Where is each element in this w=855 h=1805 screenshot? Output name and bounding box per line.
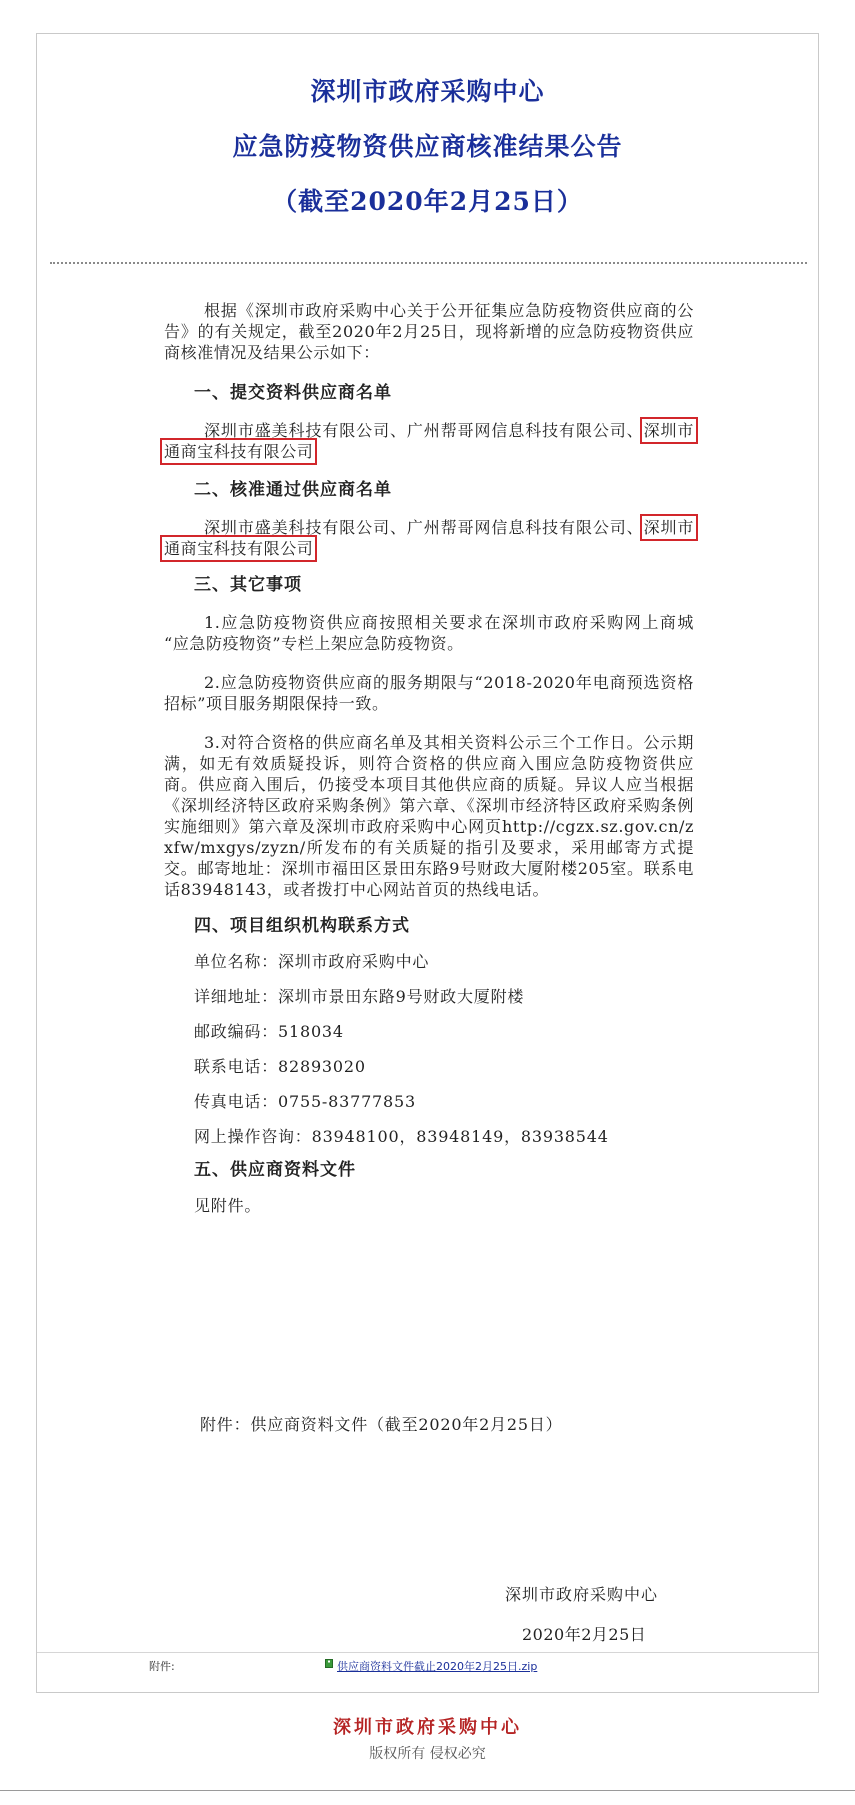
title-line-1: 深圳市政府采购中心 (310, 77, 545, 106)
contact-phone: 联系电话：82893020 (194, 1057, 366, 1076)
signature-org: 深圳市政府采购中心 (505, 1585, 659, 1604)
title-line-2: 应急防疫物资供应商核准结果公告 (232, 132, 623, 161)
title-line-3: （截至2020年2月25日） (272, 187, 583, 216)
zip-file-icon (325, 1659, 333, 1668)
contact-postcode: 邮政编码：518034 (194, 1022, 344, 1041)
section1-text: 深圳市盛美科技有限公司、广州帮哥网信息科技有限公司、 (204, 421, 644, 440)
contact-address: 详细地址：深圳市景田东路9号财政大厦附楼 (194, 987, 525, 1006)
intro-paragraph: 根据《深圳市政府采购中心关于公开征集应急防疫物资供应商的公告》的有关规定，截至2020年2月25日，现将新增的应急防疫物资供应商核准情况及结果公示如下： (164, 301, 694, 362)
section3-item-1: 1.应急防疫物资供应商按照相关要求在深圳市政府采购网上商城 “应急防疫物资”专栏上架应急防疫物资。 (164, 613, 694, 653)
section3-item-2: 2.应急防疫物资供应商的服务期限与“2018-2020年电商预选资格招标”项目服务期限保持一致。 (164, 673, 694, 713)
section4-heading: 四、项目组织机构联系方式 (194, 916, 410, 936)
footer-copyright: 版权所有 侵权必究 (369, 1746, 486, 1762)
section5-heading: 五、供应商资料文件 (194, 1160, 356, 1180)
attachment-file-link[interactable]: 供应商资料文件截止2020年2月25日.zip (337, 1660, 538, 1673)
notice-body (164, 300, 694, 1217)
footer-divider (0, 1790, 855, 1791)
attachment-note: 附件：供应商资料文件（截至2020年2月25日） (200, 1415, 563, 1434)
section2-list (164, 517, 694, 559)
section1-highlighted-supplier: 深圳市通商宝科技有限公司 (164, 421, 694, 461)
contact-online: 网上操作咨询：83948100，83948149，83938544 (194, 1127, 609, 1146)
section5-text: 见附件。 (194, 1196, 262, 1215)
section1-heading: 一、提交资料供应商名单 (194, 383, 392, 403)
attachment-label: 附件: (149, 1660, 175, 1673)
contact-fax: 传真电话：0755-83777853 (194, 1092, 416, 1111)
section3-item-3: 3.对符合资格的供应商名单及其相关资料公示三个工作日。公示期满，如无有效质疑投诉，则符合资格的供应商入围应急防疫物资供应商。供应商入围后，仍接受本项目其他供应商的质疑。异议人应当根据《深圳经济特区政府采购条例》第六章、《深圳市经济特区政府采购条例实施细则》第六章及深圳市政府采购中心网页http://cgzx.sz.gov.cn/zxfw/mxgys/zyzn/所发布的有关质疑的指引及要求，采用邮寄方式提交。邮寄地址：深圳市福田区景田东路9号财政大厦附楼205室。联系电话83948143，或者拨打中心网站首页的热线电话。 (164, 733, 694, 899)
section1-list (164, 420, 694, 462)
attachment-row (37, 1652, 818, 1675)
section2-heading: 二、核准通过供应商名单 (194, 480, 392, 500)
section2-highlighted-supplier: 深圳市通商宝科技有限公司 (164, 518, 694, 558)
section2-text: 深圳市盛美科技有限公司、广州帮哥网信息科技有限公司、 (204, 518, 644, 537)
section3-heading: 三、其它事项 (194, 575, 302, 595)
contact-unit: 单位名称：深圳市政府采购中心 (194, 952, 430, 971)
signature-date: 2020年2月25日 (522, 1625, 647, 1644)
footer-org-name: 深圳市政府采购中心 (333, 1717, 522, 1738)
dotted-separator (50, 262, 807, 264)
